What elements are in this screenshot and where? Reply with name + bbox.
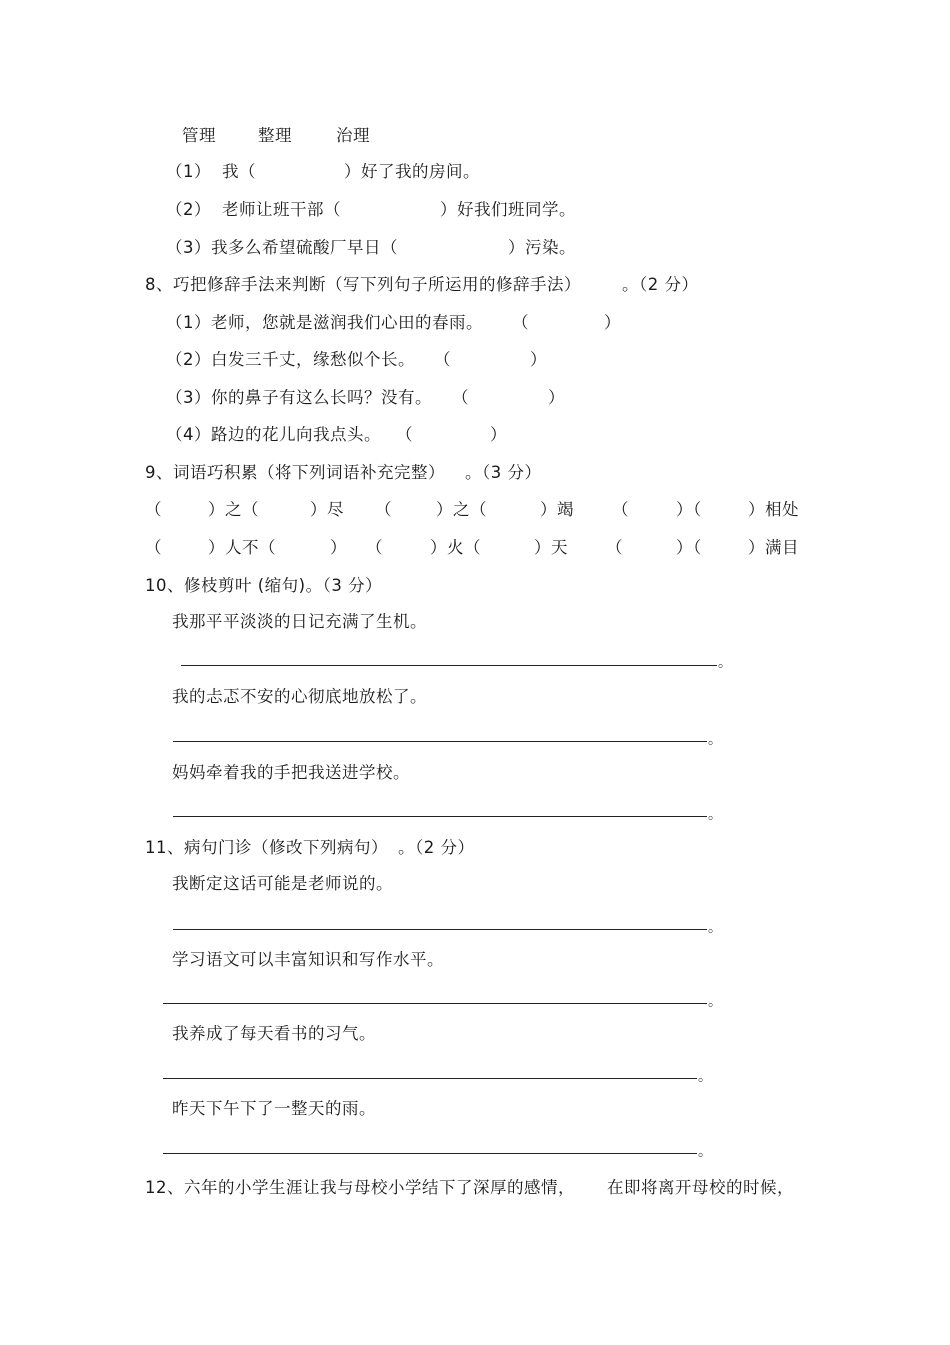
q9-row1-part-4: （	[375, 500, 392, 519]
q8-item-4: （4）路边的花儿向我点头。	[166, 425, 381, 444]
q8-item-2-open: （	[434, 350, 451, 369]
q11-score: 。（2 分）	[398, 838, 475, 857]
q9-row1-part-3: ）尽	[310, 500, 344, 519]
q8-item-3-open: （	[452, 388, 469, 407]
q10-sentence-3: 妈妈牵着我的手把我送进学校。	[172, 763, 410, 782]
q11-title: 11、病句门诊（修改下列病句）	[145, 838, 388, 857]
q9-row1-part-6: ）竭	[540, 500, 574, 519]
q9-row2-part-2: ）人不（	[208, 538, 276, 557]
q10-sentence-2: 我的忐忑不安的心彻底地放松了。	[172, 687, 427, 706]
q11-sentence-1: 我断定这话可能是老师说的。	[172, 874, 393, 893]
answer-period: 。	[708, 732, 722, 748]
q8-item-2: （2）白发三千丈，缘愁似个长。	[166, 350, 415, 369]
answer-period: 。	[708, 994, 722, 1010]
q9-row2-part-8: ）（	[676, 538, 702, 557]
word-option-2: 整理	[258, 126, 292, 145]
answer-line[interactable]	[173, 741, 707, 742]
answer-period: 。	[718, 655, 732, 671]
q11-sentence-3: 我养成了每天看书的习气。	[172, 1024, 376, 1043]
q8-item-1-close: ）	[604, 313, 621, 332]
q8-item-4-open: （	[396, 425, 413, 444]
q8-item-3: （3）你的鼻子有这么长吗？没有。	[166, 388, 432, 407]
q9-title: 9、词语巧积累（将下列词语补充完整）	[145, 463, 445, 482]
q9-score: 。（3 分）	[465, 463, 542, 482]
answer-line[interactable]	[163, 1078, 697, 1079]
word-option-1: 管理	[182, 126, 216, 145]
q11-sentence-4: 昨天下午下了一整天的雨。	[172, 1099, 376, 1118]
q8-item-4-close: ）	[490, 425, 507, 444]
answer-line[interactable]	[163, 1003, 707, 1004]
q7-s2-text-b: ）好我们班同学。	[440, 200, 576, 219]
answer-period: 。	[708, 807, 722, 823]
q9-row1-part-8: ）（	[676, 500, 702, 519]
q10-title: 10、修枝剪叶 (缩句)。（3 分）	[145, 576, 383, 595]
q9-row1-part-2: ）之（	[208, 500, 259, 519]
answer-period: 。	[698, 1144, 712, 1160]
q9-row2-part-3: ）	[330, 538, 347, 557]
answer-period: 。	[698, 1069, 712, 1085]
q7-s3-text-a: （3）我多么希望硫酸厂早日（	[166, 238, 398, 257]
q10-sentence-1: 我那平平淡淡的日记充满了生机。	[172, 612, 427, 631]
q9-row1-part-1: （	[145, 500, 162, 519]
q8-title: 8、巧把修辞手法来判断（写下列句子所运用的修辞手法）	[145, 275, 581, 294]
q12-text-b: 在即将离开母校的时候，	[607, 1178, 794, 1197]
q7-s2-text-a: 老师让班干部（	[222, 200, 341, 219]
q7-s2-number: （2）	[166, 200, 211, 219]
answer-line[interactable]	[173, 929, 707, 930]
q9-row1-part-9: ）相处	[748, 500, 799, 519]
q8-item-2-close: ）	[530, 350, 547, 369]
q7-s1-number: （1）	[166, 162, 211, 181]
q9-row2-part-9: ）满目	[748, 538, 799, 557]
answer-line[interactable]	[181, 665, 717, 666]
q9-row1-part-7: （	[612, 500, 629, 519]
q9-row2-part-1: （	[145, 538, 162, 557]
word-option-3: 治理	[336, 126, 370, 145]
q8-item-3-close: ）	[548, 388, 565, 407]
q7-s1-text-b: ）好了我的房间。	[344, 162, 480, 181]
q9-row1-part-5: ）之（	[436, 500, 487, 519]
answer-line[interactable]	[173, 816, 707, 817]
q9-row2-part-6: ）天	[534, 538, 568, 557]
q7-s1-text-a: 我（	[222, 162, 256, 181]
q8-score: 。（2 分）	[622, 275, 699, 294]
q9-row2-part-4: （	[366, 538, 383, 557]
q8-item-1: （1）老师，您就是滋润我们心田的春雨。	[166, 313, 483, 332]
q12-text-a: 12、六年的小学生涯让我与母校小学结下了深厚的感情，	[145, 1178, 575, 1197]
q9-row2-part-5: ）火（	[430, 538, 481, 557]
q8-item-1-open: （	[512, 313, 529, 332]
q7-s3-text-b: ）污染。	[508, 238, 576, 257]
answer-line[interactable]	[163, 1153, 697, 1154]
q11-sentence-2: 学习语文可以丰富知识和写作水平。	[172, 950, 444, 969]
answer-period: 。	[708, 920, 722, 936]
q9-row2-part-7: （	[606, 538, 623, 557]
